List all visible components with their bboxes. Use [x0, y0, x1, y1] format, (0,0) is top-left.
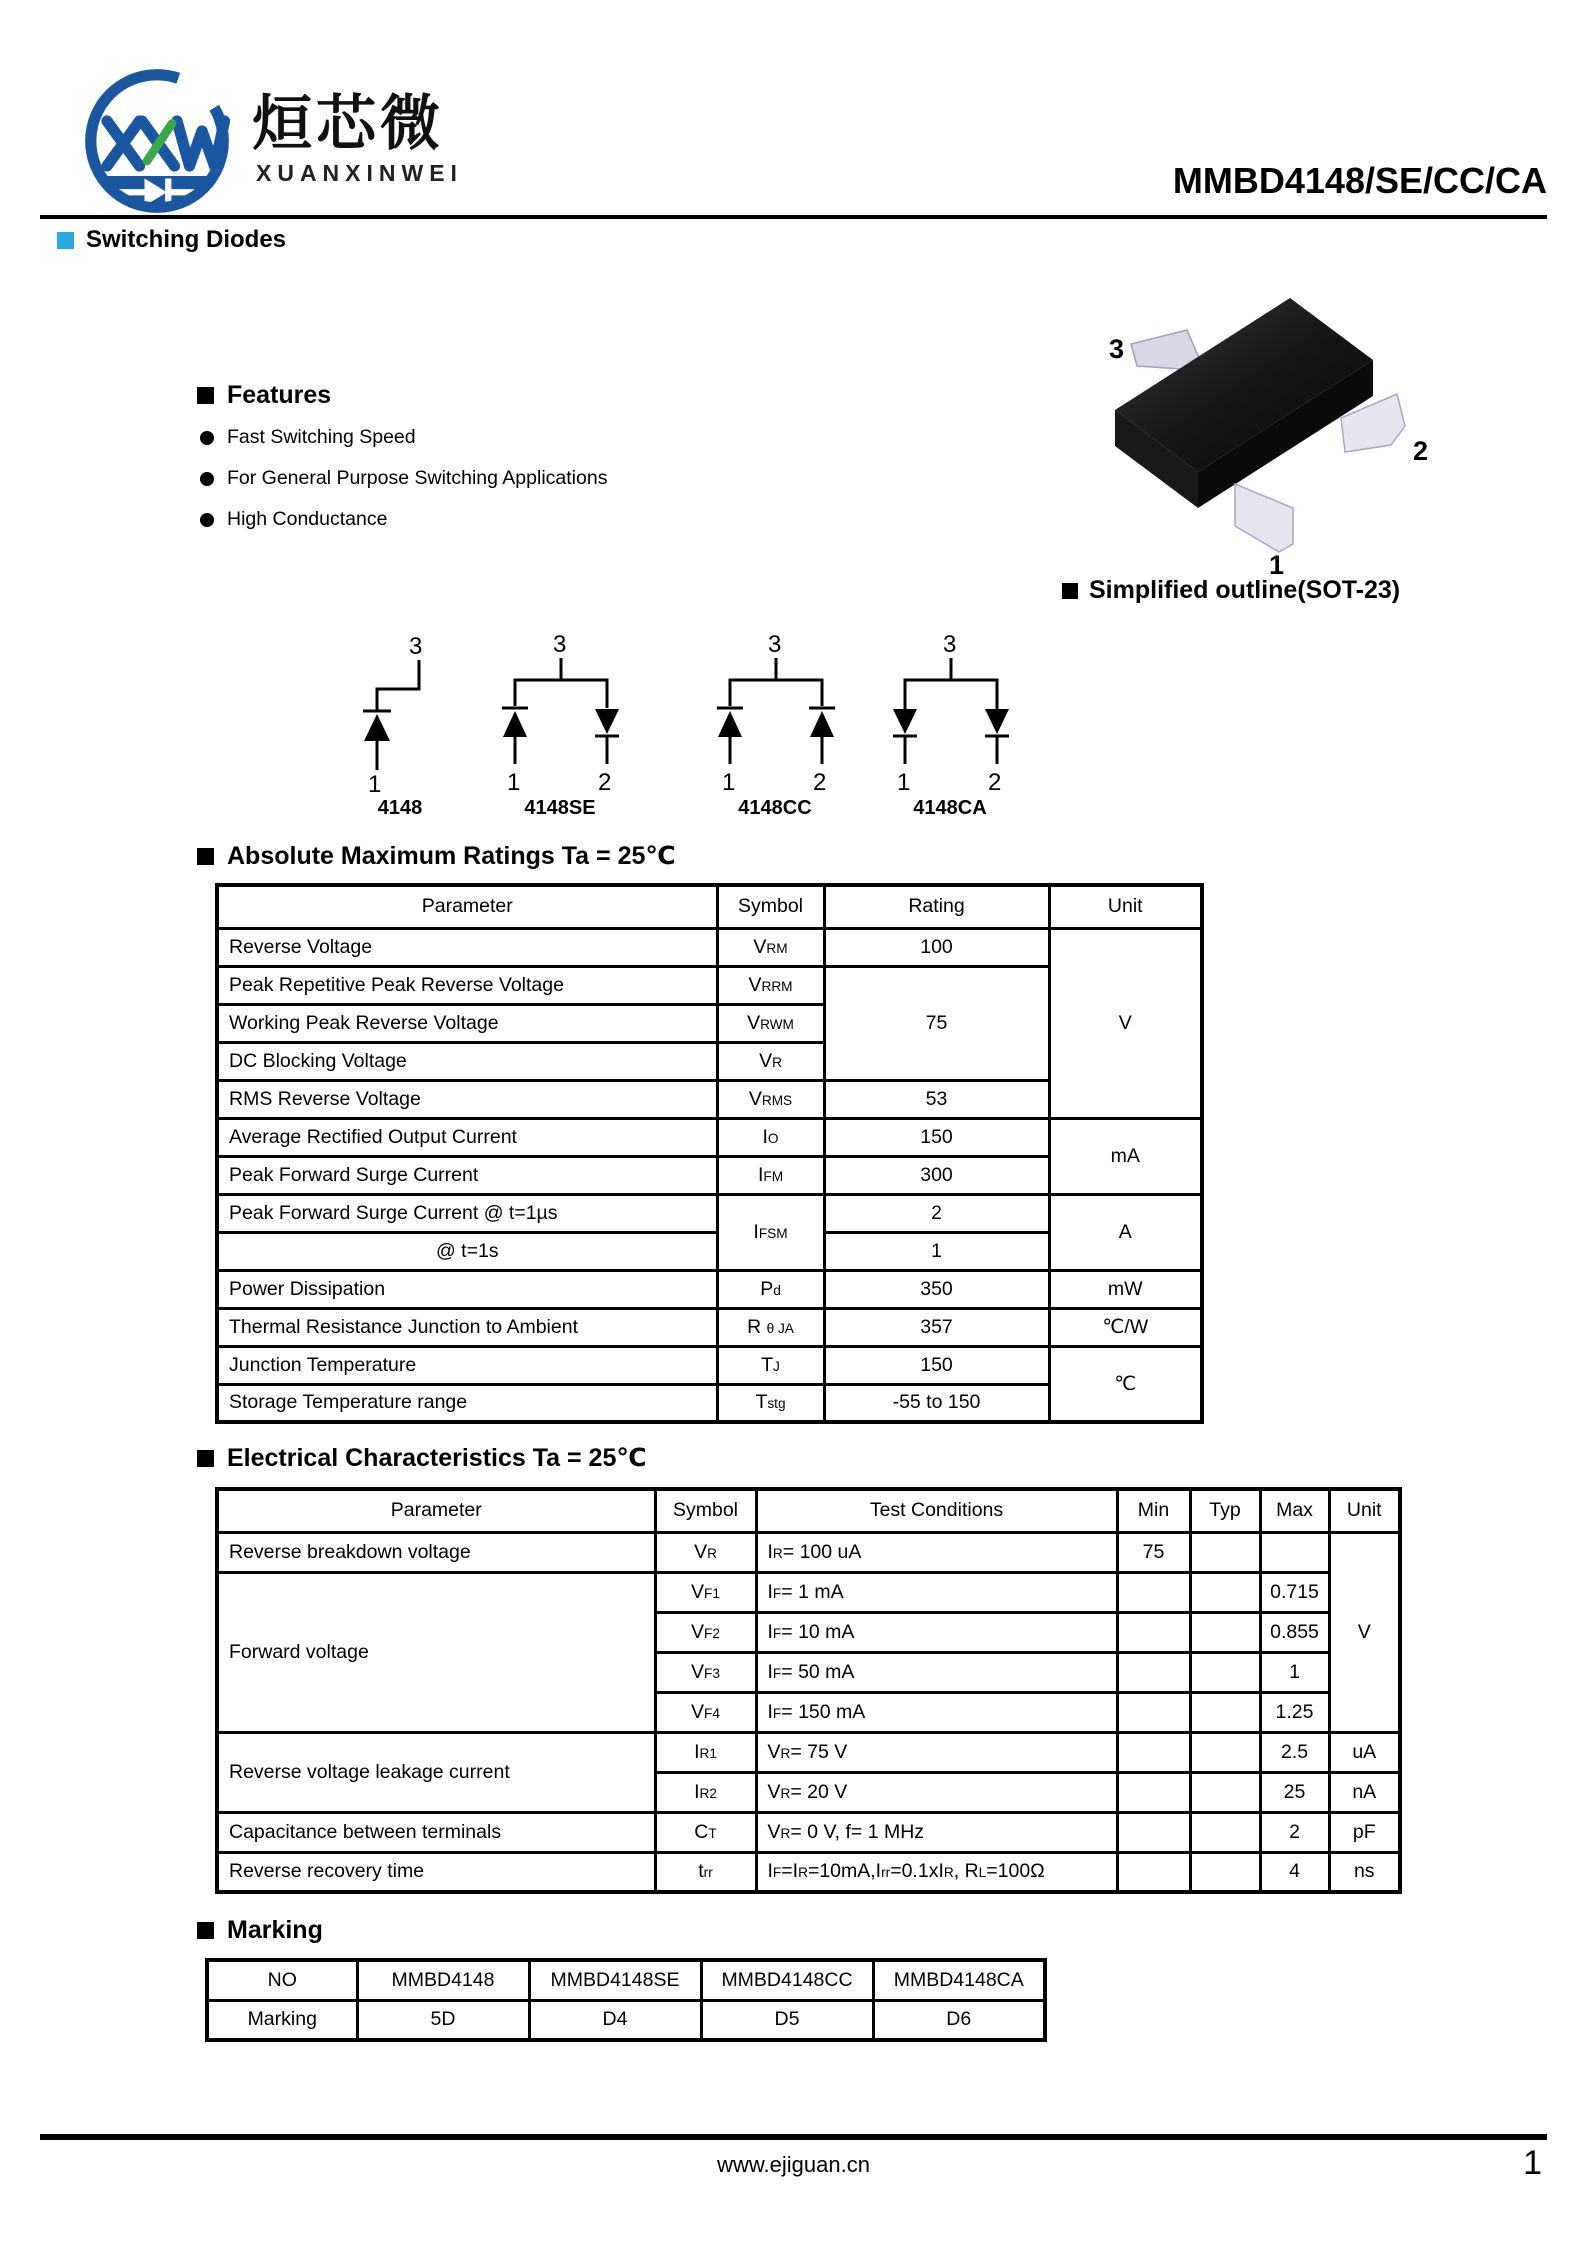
cell-symbol: TJ	[717, 1346, 824, 1384]
outline-caption-label: Simplified outline(SOT-23)	[1089, 576, 1401, 604]
cell-test-conditions: IF=IR=10mA,Irr=0.1xIR, RL=100Ω	[756, 1852, 1117, 1892]
cell-max: 0.715	[1260, 1572, 1329, 1612]
cell-parameter: Reverse voltage leakage current	[217, 1732, 655, 1812]
cell-rating: 1	[824, 1232, 1049, 1270]
cell-no-label: NO	[207, 1960, 357, 2000]
package-pin-label-1: 1	[1269, 550, 1285, 580]
cell-test-conditions: VR= 20 V	[756, 1772, 1117, 1812]
header-rule	[40, 215, 1547, 219]
pin-label-bottom-left: 1	[897, 769, 911, 796]
cell-symbol: trr	[655, 1852, 756, 1892]
column-header-unit: Unit	[1049, 885, 1202, 928]
cell-empty	[1117, 1572, 1190, 1612]
section-square-icon	[1062, 583, 1078, 599]
cell-test-conditions: IF= 1 mA	[756, 1572, 1117, 1612]
category-heading	[57, 226, 286, 254]
cell-parameter: RMS Reverse Voltage	[217, 1080, 717, 1118]
cell-unit: V	[1049, 928, 1202, 1118]
cell-part: MMBD4148SE	[529, 1960, 701, 2000]
section-square-icon	[197, 848, 214, 865]
cell-test-conditions: IF= 150 mA	[756, 1692, 1117, 1732]
diode-symbol	[985, 709, 1009, 734]
cell-parameter: Working Peak Reverse Voltage	[217, 1004, 717, 1042]
cell-parameter: Power Dissipation	[217, 1270, 717, 1308]
diode-symbol	[595, 709, 619, 734]
cell-unit: mW	[1049, 1270, 1202, 1308]
cell-max: 2.5	[1260, 1732, 1329, 1772]
cell-parameter: Average Rectified Output Current	[217, 1118, 717, 1156]
cell-empty	[1117, 1732, 1190, 1772]
company-name-cn: 烜芯微	[252, 90, 444, 157]
cell-symbol: IR2	[655, 1772, 756, 1812]
part-number-title: MMBD4148/SE/CC/CA	[1172, 160, 1547, 201]
cell-max: 4	[1260, 1852, 1329, 1892]
features-title: Features	[227, 381, 332, 409]
category-bullet-icon	[57, 232, 74, 249]
pin-label-top: 3	[409, 633, 423, 660]
footer-website: www.ejiguan.cn	[717, 2152, 870, 2177]
cell-symbol: IR1	[655, 1732, 756, 1772]
table-row	[217, 1532, 1400, 1572]
cell-test-conditions: VR= 75 V	[756, 1732, 1117, 1772]
diode-symbol	[503, 711, 527, 737]
pin-label-bottom-right: 2	[813, 769, 827, 796]
cell-rating: 150	[824, 1118, 1049, 1156]
pin-label-top: 3	[768, 632, 782, 658]
schematic-4148se	[485, 632, 635, 797]
cell-unit: ℃	[1049, 1346, 1202, 1422]
cell-max: 1.25	[1260, 1692, 1329, 1732]
cell-symbol: VR	[655, 1532, 756, 1572]
cell-parameter: Storage Temperature range	[217, 1384, 717, 1422]
cell-parameter: Junction Temperature	[217, 1346, 717, 1384]
column-header-max: Max	[1260, 1489, 1329, 1532]
column-header-parameter: Parameter	[217, 885, 717, 928]
table-row	[217, 1812, 1400, 1852]
elec-title: Electrical Characteristics Ta = 25℃	[227, 1444, 647, 1472]
cell-test-conditions: IF= 10 mA	[756, 1612, 1117, 1652]
cell-max: 0.855	[1260, 1612, 1329, 1652]
cell-empty	[1260, 1532, 1329, 1572]
cell-parameter: Peak Repetitive Peak Reverse Voltage	[217, 966, 717, 1004]
cell-parameter: Reverse Voltage	[217, 928, 717, 966]
cell-empty	[1190, 1732, 1260, 1772]
cell-max: 1	[1260, 1652, 1329, 1692]
table-header-row	[217, 885, 1202, 928]
cell-symbol: VF3	[655, 1652, 756, 1692]
cell-symbol: Tstg	[717, 1384, 824, 1422]
cell-rating: 100	[824, 928, 1049, 966]
feature-label: For General Purpose Switching Applications	[227, 467, 608, 489]
company-logo-icon	[82, 66, 232, 216]
cell-test-conditions: VR= 0 V, f= 1 MHz	[756, 1812, 1117, 1852]
marking-title: Marking	[227, 1916, 323, 1944]
pin-label-bottom-left: 1	[722, 769, 736, 796]
section-square-icon	[197, 1922, 214, 1939]
cell-parameter: Capacitance between terminals	[217, 1812, 655, 1852]
cell-parameter: Reverse recovery time	[217, 1852, 655, 1892]
cell-min: 75	[1117, 1532, 1190, 1572]
cell-marking-code: 5D	[357, 2000, 529, 2040]
feature-label: High Conductance	[227, 508, 388, 530]
package-outline-figure	[1085, 268, 1445, 588]
footer-page-number: 1	[1523, 2144, 1542, 2182]
cell-empty	[1190, 1692, 1260, 1732]
table-row	[217, 1346, 1202, 1384]
schematic-name: 4148SE	[524, 797, 596, 819]
diode-symbol	[893, 709, 917, 734]
section-square-icon	[197, 387, 214, 404]
cell-rating: 75	[824, 966, 1049, 1080]
pin-label-bottom-left: 1	[368, 771, 382, 797]
column-header-test-conditions: Test Conditions	[756, 1489, 1117, 1532]
cell-empty	[1190, 1612, 1260, 1652]
cell-empty	[1190, 1812, 1260, 1852]
cell-empty	[1190, 1772, 1260, 1812]
schematic-4148cc	[700, 632, 850, 797]
cell-symbol: VRMS	[717, 1080, 824, 1118]
cell-symbol: R θ JA	[717, 1308, 824, 1346]
cell-max: 25	[1260, 1772, 1329, 1812]
cell-unit: pF	[1329, 1812, 1400, 1852]
schematic-name: 4148	[377, 797, 423, 819]
cell-part: MMBD4148CC	[701, 1960, 873, 2000]
package-pin-label-2: 2	[1413, 436, 1429, 466]
diode-symbol	[364, 714, 390, 741]
cell-max: 2	[1260, 1812, 1329, 1852]
table-row	[217, 1852, 1400, 1892]
abs-max-table	[215, 883, 1204, 1424]
cell-rating: 53	[824, 1080, 1049, 1118]
cell-part: MMBD4148	[357, 1960, 529, 2000]
cell-empty	[1117, 1772, 1190, 1812]
table-row	[217, 1732, 1400, 1772]
column-header-min: Min	[1117, 1489, 1190, 1532]
schematic-4148	[335, 632, 465, 797]
feature-item	[200, 508, 387, 531]
cell-symbol: IFSM	[717, 1194, 824, 1270]
column-header-symbol: Symbol	[655, 1489, 756, 1532]
cell-test-conditions: IF= 50 mA	[756, 1652, 1117, 1692]
elec-table	[215, 1487, 1402, 1894]
cell-rating: 2	[824, 1194, 1049, 1232]
cell-empty	[1190, 1852, 1260, 1892]
column-header-typ: Typ	[1190, 1489, 1260, 1532]
cell-empty	[1117, 1692, 1190, 1732]
table-row	[217, 928, 1202, 966]
cell-symbol: VRM	[717, 928, 824, 966]
table-row	[207, 1960, 1045, 2000]
feature-item	[200, 467, 607, 490]
cell-marking-code: D4	[529, 2000, 701, 2040]
column-header-unit: Unit	[1329, 1489, 1400, 1532]
outline-caption	[1062, 576, 1400, 605]
table-row	[217, 1118, 1202, 1156]
feature-bullet-icon	[200, 431, 214, 445]
cell-empty	[1190, 1532, 1260, 1572]
cell-symbol: VRRM	[717, 966, 824, 1004]
cell-symbol: VR	[717, 1042, 824, 1080]
schematic-name: 4148CA	[913, 797, 987, 819]
package-lead-1	[1235, 484, 1293, 552]
cell-rating: 350	[824, 1270, 1049, 1308]
cell-empty	[1117, 1652, 1190, 1692]
pin-label-bottom-right: 2	[598, 769, 612, 796]
column-header-rating: Rating	[824, 885, 1049, 928]
pin-label-top: 3	[553, 632, 567, 658]
abs-max-heading	[197, 841, 676, 871]
cell-unit: mA	[1049, 1118, 1202, 1194]
cell-parameter: DC Blocking Voltage	[217, 1042, 717, 1080]
cell-parameter: Forward voltage	[217, 1572, 655, 1732]
feature-bullet-icon	[200, 513, 214, 527]
table-row	[217, 1270, 1202, 1308]
features-heading	[197, 381, 331, 410]
cell-empty	[1117, 1852, 1190, 1892]
column-header-parameter: Parameter	[217, 1489, 655, 1532]
cell-parameter: Peak Forward Surge Current	[217, 1156, 717, 1194]
table-row	[217, 1572, 1400, 1612]
cell-unit: ℃/W	[1049, 1308, 1202, 1346]
cell-rating: 300	[824, 1156, 1049, 1194]
table-row	[217, 1194, 1202, 1232]
diode-symbol	[718, 711, 742, 737]
cell-parameter: Peak Forward Surge Current @ t=1µs	[217, 1194, 717, 1232]
feature-item	[200, 426, 416, 449]
cell-symbol: Pd	[717, 1270, 824, 1308]
pin-label-bottom-right: 2	[988, 769, 1002, 796]
cell-unit: uA	[1329, 1732, 1400, 1772]
cell-test-conditions: IR= 100 uA	[756, 1532, 1117, 1572]
cell-rating: 357	[824, 1308, 1049, 1346]
feature-bullet-icon	[200, 472, 214, 486]
cell-marking-code: D5	[701, 2000, 873, 2040]
cell-unit: ns	[1329, 1852, 1400, 1892]
cell-rating: -55 to 150	[824, 1384, 1049, 1422]
marking-heading	[197, 1916, 323, 1945]
marking-table	[205, 1958, 1047, 2042]
pin-label-top: 3	[943, 632, 957, 658]
cell-marking-code: D6	[873, 2000, 1045, 2040]
schematic-4148ca	[875, 632, 1025, 797]
cell-parameter: Reverse breakdown voltage	[217, 1532, 655, 1572]
cell-part: MMBD4148CA	[873, 1960, 1045, 2000]
cell-unit: nA	[1329, 1772, 1400, 1812]
cell-rating: 150	[824, 1346, 1049, 1384]
cell-empty	[1190, 1572, 1260, 1612]
column-header-symbol: Symbol	[717, 885, 824, 928]
cell-symbol: VRWM	[717, 1004, 824, 1042]
category-label: Switching Diodes	[86, 226, 287, 253]
schematic-name: 4148CC	[738, 797, 812, 819]
cell-parameter: @ t=1s	[217, 1232, 717, 1270]
cell-symbol: IO	[717, 1118, 824, 1156]
cell-marking-label: Marking	[207, 2000, 357, 2040]
cell-symbol: VF4	[655, 1692, 756, 1732]
section-square-icon	[197, 1450, 214, 1467]
package-pin-label-3: 3	[1109, 334, 1125, 364]
feature-label: Fast Switching Speed	[227, 426, 416, 448]
footer-rule	[40, 2134, 1547, 2140]
cell-parameter: Thermal Resistance Junction to Ambient	[217, 1308, 717, 1346]
table-row	[217, 1308, 1202, 1346]
cell-symbol: VF2	[655, 1612, 756, 1652]
diode-symbol	[810, 711, 834, 737]
table-header-row	[217, 1489, 1400, 1532]
cell-empty	[1190, 1652, 1260, 1692]
abs-max-title: Absolute Maximum Ratings Ta = 25℃	[227, 842, 676, 870]
cell-unit: V	[1329, 1532, 1400, 1732]
cell-symbol: CT	[655, 1812, 756, 1852]
cell-empty	[1117, 1612, 1190, 1652]
pin-label-bottom-left: 1	[507, 769, 521, 796]
cell-symbol: IFM	[717, 1156, 824, 1194]
cell-empty	[1117, 1812, 1190, 1852]
table-row	[207, 2000, 1045, 2040]
cell-symbol: VF1	[655, 1572, 756, 1612]
company-name-en: XUANXINWEI	[256, 160, 463, 186]
elec-heading	[197, 1443, 647, 1473]
cell-unit: A	[1049, 1194, 1202, 1270]
